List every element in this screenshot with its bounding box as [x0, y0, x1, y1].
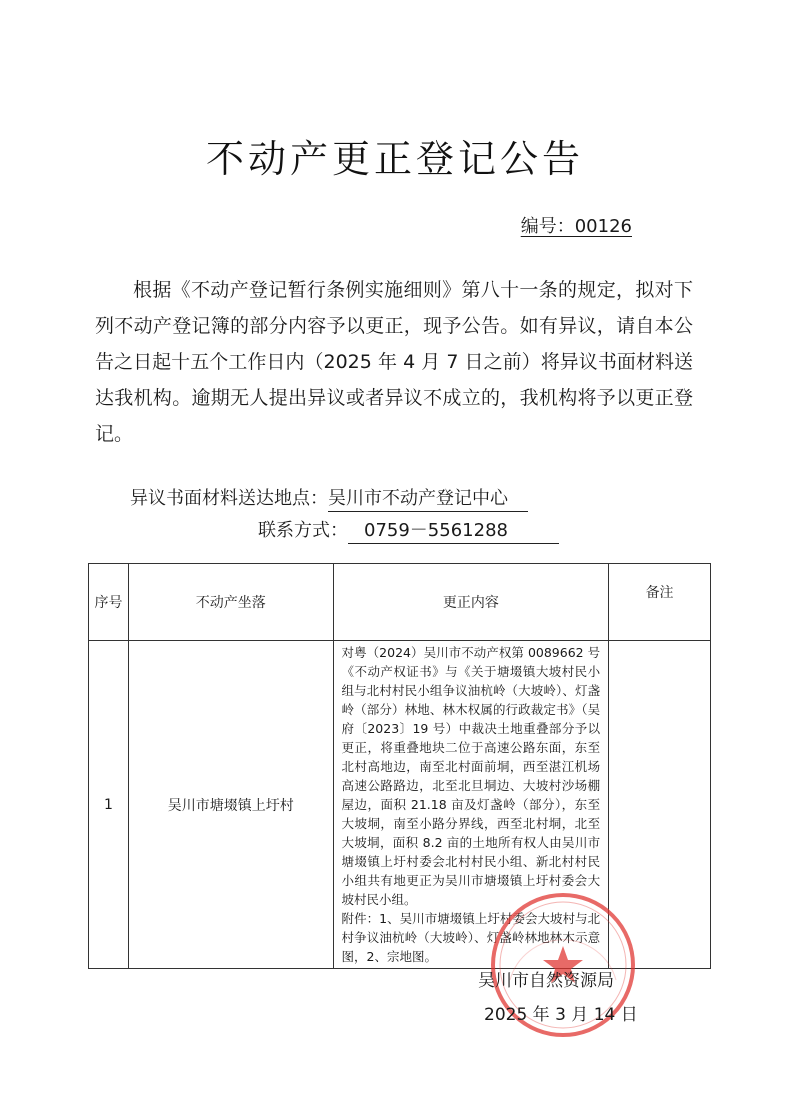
header-seq: 序号	[89, 564, 129, 641]
row-attachment: 附件：1、吴川市塘㙍镇上圩村委会大坡村与北村争议油杭岭（大坡岭）、灯盏岭林地林木示意图，2、宗地图。	[341, 911, 601, 964]
row-content-text: 对粤（2024）吴川市不动产权第 0089662 号《不动产权证书》与《关于塘㙍镇大坡村民小组与北村村民小组争议油杭岭（大坡岭）、灯盏岭（部分）林地、林木权属的行政裁定书》（吴府〔2023〕19 号）中裁决土地重叠部分予以更正，将重叠地块二位于高速公路东面，东至北村高地边，南至北村面前垌，西至湛江机场高速公路路边，北至北旦垌边、大坡村沙场棚屋边，面积 21.18 亩及灯盏岭（部分），东至大坡垌，南至小路分界线，西至北村垌，北至大坡垌，面积 8.2 亩的土地所有权人由吴川市塘㙍镇上圩村委会北村村民小组、新北村村民小组共有地更正为吴川市塘㙍镇上圩村委会大坡村民小组。	[341, 645, 601, 907]
header-content: 更正内容	[333, 564, 609, 641]
announcement-body: 根据《不动产登记暂行条例实施细则》第八十一条的规定，拟对下列不动产登记簿的部分内容予以更正，现予公告。如有异议，请自本公告之日起十五个工作日内（2025 年 4 月 7 日之前）将异议书面材料送达我机构。逾期无人提出异议或者异议不成立的，我机构将予以更正登记。	[95, 279, 693, 445]
header-note: 备注	[609, 564, 711, 641]
address-value: 吴川市不动产登记中心	[328, 484, 528, 512]
row-seq: 1	[89, 641, 129, 969]
header-location: 不动产坐落	[128, 564, 333, 641]
contact-value: 0759－5561288	[348, 516, 559, 544]
signature-date: 2025 年 3 月 14 日	[484, 1005, 638, 1025]
document-number: 编号：00126	[520, 216, 632, 237]
signature-org: 吴川市自然资源局	[478, 971, 614, 991]
row-location: 吴川市塘㙍镇上圩村	[128, 641, 333, 969]
page-title: 不动产更正登记公告	[205, 137, 584, 181]
address-label: 异议书面材料送达地点：	[130, 488, 328, 509]
contact-line	[258, 516, 559, 544]
table-header-row	[89, 564, 711, 641]
signature-block	[478, 964, 638, 1032]
contact-label: 联系方式：	[258, 520, 348, 541]
objection-address-line	[130, 484, 528, 512]
